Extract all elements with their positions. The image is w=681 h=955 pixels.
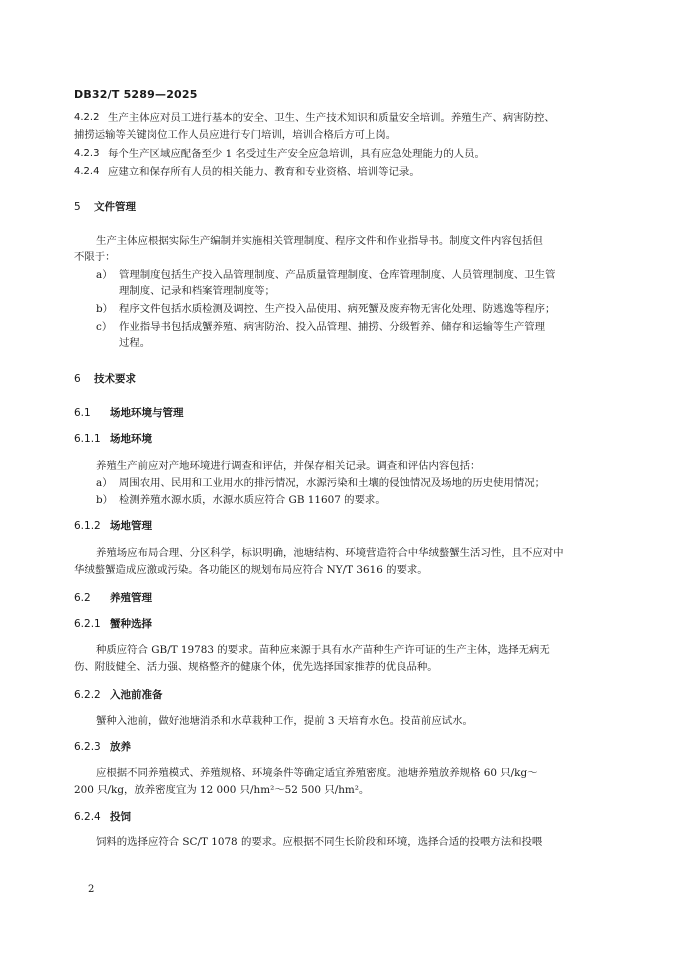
- list-mark: c）: [96, 321, 113, 333]
- subsection-number: 6.1.2: [74, 520, 101, 532]
- paragraph-line: 养殖生产前应对产地环境进行调查和评估，并保存相关记录。调查和评估内容包括：: [96, 460, 481, 472]
- subsection-number: 6.2: [74, 592, 91, 604]
- list-mark: a）: [96, 477, 113, 489]
- subsection-number: 6.1: [74, 407, 91, 419]
- list-item-line: 作业指导书包括成蟹养殖、病害防治、投入品管理、捕捞、分级暂养、储存和运输等生产管理: [119, 321, 546, 333]
- doc-header: DB32/T 5289—2025: [74, 88, 198, 101]
- subsection-title: 蟹种选择: [110, 618, 152, 630]
- paragraph-line: 生产主体应根据实际生产编制并实施相关管理制度、程序文件和作业指导书。制度文件内容包括但: [96, 235, 543, 247]
- list-item-line: 周围农用、民用和工业用水的排污情况，水源污染和土壤的侵蚀情况及场地的历史使用情况；: [119, 477, 546, 489]
- list-item-line: 过程。: [119, 337, 151, 349]
- list-item-line: 检测养殖水源水质，水源水质应符合 GB 11607 的要求。: [119, 494, 386, 506]
- list-item-line: 程序文件包括水质检测及调控、生产投入品使用、病死蟹及废弃物无害化处理、防逃逸等程序；: [119, 303, 556, 315]
- section-title: 技术要求: [94, 373, 136, 385]
- subsection-number: 6.2.1: [74, 618, 101, 630]
- subsection-heading-6-2-2: [74, 688, 163, 702]
- section-number: 5: [74, 201, 81, 213]
- list-item-line: 管理制度包括生产投入品管理制度、产品质量管理制度、仓库管理制度、人员管理制度、卫生管: [119, 269, 556, 281]
- subsection-heading-6-2: [74, 591, 152, 605]
- list-mark: a）: [96, 269, 113, 281]
- subsection-title: 场地环境与管理: [110, 407, 184, 419]
- subsection-heading-6-1: [74, 406, 184, 420]
- section-heading-6: [74, 372, 136, 386]
- section-heading-5: [74, 200, 136, 214]
- list-mark: b）: [96, 303, 114, 315]
- subsection-title: 养殖管理: [110, 592, 152, 604]
- paragraph-line: 蟹种入池前，做好池塘消杀和水草栽种工作，提前 3 天培育水色。投苗前应试水。: [96, 715, 473, 727]
- paragraph-line: 种质应符合 GB/T 19783 的要求。苗种应来源于具有水产苗种生产许可证的生产主体，选择无病无: [96, 644, 550, 656]
- clause-number: 4.2.2: [74, 112, 100, 123]
- clause-text-line: 应建立和保存所有人员的相关能力、教育和专业资格、培训等记录。: [108, 166, 420, 178]
- subsection-heading-6-2-4: [74, 810, 131, 824]
- subsection-heading-6-2-3: [74, 740, 131, 754]
- list-item-line: 理制度、记录和档案管理制度等；: [119, 285, 275, 297]
- subsection-title: 放养: [110, 741, 131, 753]
- section-title: 文件管理: [94, 201, 136, 213]
- page-number: 2: [88, 884, 95, 895]
- subsection-number: 6.2.4: [74, 811, 101, 823]
- paragraph-line: 200 只/kg，放养密度宜为 12 000 只/hm²～52 500 只/hm²。: [74, 784, 370, 796]
- subsection-heading-6-1-2: [74, 519, 152, 533]
- paragraph-line: 不限于：: [74, 251, 116, 263]
- clause-text-line: 生产主体应对员工进行基本的安全、卫生、生产技术知识和质量安全培训。养殖生产、病害防控、: [108, 112, 555, 124]
- clause-number: 4.2.3: [74, 148, 100, 159]
- list-mark: b）: [96, 494, 114, 506]
- subsection-title: 投饲: [110, 811, 131, 823]
- subsection-title: 场地管理: [110, 520, 152, 532]
- section-number: 6: [74, 373, 81, 385]
- subsection-number: 6.1.1: [74, 433, 101, 445]
- subsection-title: 场地环境: [110, 433, 152, 445]
- subsection-title: 入池前准备: [110, 689, 163, 701]
- paragraph-line: 华绒螯蟹造成应激或污染。各功能区的规划布局应符合 NY/T 3616 的要求。: [74, 564, 428, 576]
- clause-text-line: 捕捞运输等关键岗位工作人员应进行专门培训，培训合格后方可上岗。: [74, 129, 397, 141]
- paragraph-line: 应根据不同养殖模式、养殖规格、环境条件等确定适宜养殖密度。池塘养殖放养规格 60 只/kg～: [96, 767, 538, 779]
- paragraph-line: 饲料的选择应符合 SC/T 1078 的要求。应根据不同生长阶段和环境，选择合适的投喂方法和投喂: [96, 836, 543, 848]
- paragraph-line: 伤、附肢健全、活力强、规格整齐的健康个体，优先选择国家推荐的优良品种。: [74, 661, 438, 673]
- subsection-heading-6-2-1: [74, 617, 152, 631]
- subsection-number: 6.2.2: [74, 689, 101, 701]
- subsection-heading-6-1-1: [74, 432, 152, 446]
- clause-text-line: 每个生产区域应配备至少 1 名受过生产安全应急培训，具有应急处理能力的人员。: [108, 148, 485, 160]
- subsection-number: 6.2.3: [74, 741, 101, 753]
- paragraph-line: 养殖场应布局合理、分区科学，标识明确，池塘结构、环境营造符合中华绒螯蟹生活习性，且不应对中: [96, 547, 564, 559]
- clause-number: 4.2.4: [74, 166, 100, 177]
